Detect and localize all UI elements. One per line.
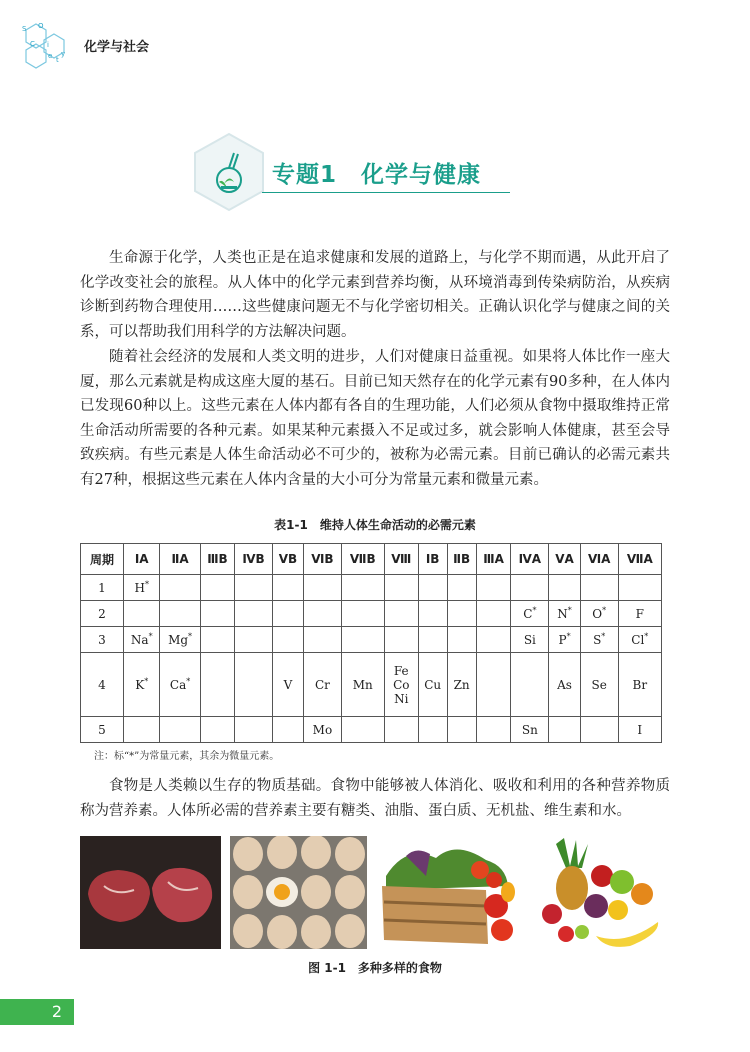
svg-text:S: S	[22, 25, 27, 33]
table-cell: Ca*	[160, 653, 200, 717]
table-cell: 4	[81, 653, 124, 717]
table-cell: 5	[81, 717, 124, 743]
table-cell	[200, 601, 235, 627]
table-cell	[618, 575, 661, 601]
table-cell	[476, 575, 511, 601]
table-cell: Mg*	[160, 627, 200, 653]
table-cell: Cu	[418, 653, 447, 717]
table-cell: K*	[124, 653, 160, 717]
table-header-cell: ⅥA	[580, 544, 618, 575]
table-cell	[511, 575, 549, 601]
table-cell	[476, 653, 511, 717]
table-row	[81, 575, 662, 601]
table-cell	[124, 717, 160, 743]
vegetables-photo	[376, 836, 517, 949]
table-cell: Cr	[304, 653, 342, 717]
table-cell	[476, 601, 511, 627]
table-cell	[200, 717, 235, 743]
table-cell: Zn	[447, 653, 476, 717]
table-cell: Cl*	[618, 627, 661, 653]
table-cell	[418, 717, 447, 743]
table-cell	[200, 653, 235, 717]
table-header-row	[81, 544, 662, 575]
table-cell	[160, 575, 200, 601]
svg-text:t: t	[56, 56, 59, 64]
table-header-cell: ⅣB	[235, 544, 273, 575]
svg-text:y: y	[61, 50, 66, 58]
table-cell	[200, 627, 235, 653]
table-note: 注：标“*”为常量元素，其余为微量元素。	[94, 751, 280, 762]
table-cell	[235, 575, 273, 601]
table-cell	[418, 627, 447, 653]
table-cell	[447, 627, 476, 653]
table-cell: F	[618, 601, 661, 627]
table-cell: Sn	[511, 717, 549, 743]
table-cell: P*	[549, 627, 581, 653]
table-row	[81, 601, 662, 627]
table-cell: Na*	[124, 627, 160, 653]
table-cell	[549, 575, 581, 601]
table-cell: Mn	[341, 653, 384, 717]
table-header-cell: 周期	[81, 544, 124, 575]
header-title: 化学与社会	[84, 40, 150, 55]
table-cell	[549, 717, 581, 743]
table-cell: 1	[81, 575, 124, 601]
table-header-cell: ⅠA	[124, 544, 160, 575]
table-cell	[235, 653, 273, 717]
table-cell	[341, 717, 384, 743]
table-cell	[124, 601, 160, 627]
table-cell	[304, 601, 342, 627]
table-header-cell: ⅤA	[549, 544, 581, 575]
table-header-cell: ⅡB	[447, 544, 476, 575]
figure-caption: 图 1-1 多种多样的食物	[308, 961, 442, 975]
table-cell	[304, 627, 342, 653]
table-cell	[200, 575, 235, 601]
table-cell	[235, 717, 273, 743]
table-cell	[160, 601, 200, 627]
table-cell: 2	[81, 601, 124, 627]
table-cell: 3	[81, 627, 124, 653]
table-header-cell: ⅦA	[618, 544, 661, 575]
table-cell: C*	[511, 601, 549, 627]
svg-text:i: i	[47, 41, 49, 49]
table-cell: Si	[511, 627, 549, 653]
table-cell	[447, 575, 476, 601]
paragraph-nutrients: 食物是人类赖以生存的物质基础。食物中能够被人体消化、吸收和利用的各种营养物质称为营养素。人体所必需的营养素主要有糖类、油脂、蛋白质、无机盐、维生素和水。	[80, 778, 670, 819]
table-cell	[511, 653, 549, 717]
table-cell	[341, 627, 384, 653]
svg-text:O: O	[38, 22, 44, 30]
paragraph-intro: 生命源于化学，人类也正是在追求健康和发展的道路上，与化学不期而遇，从此开启了化学改变社会的旅程。从人体中的化学元素到营养均衡，从环境消毒到传染病防治，从疾病诊断到药物合理使用……这些健康问题无不与化学密切相关。正确认识化学与健康之间的关系，可以帮助我们用科学的方法解决问题。	[80, 250, 670, 340]
table-cell	[272, 575, 303, 601]
table-cell: O*	[580, 601, 618, 627]
table-cell	[418, 575, 447, 601]
table-cell	[384, 627, 418, 653]
table-cell: V	[272, 653, 303, 717]
chapter-title: 专题1 化学与健康	[272, 162, 482, 188]
svg-text:C: C	[30, 40, 35, 48]
table-cell	[304, 575, 342, 601]
table-cell: Mo	[304, 717, 342, 743]
table-cell	[580, 575, 618, 601]
meat-photo	[80, 836, 221, 949]
table-cell	[235, 627, 273, 653]
table-caption: 表1-1 维持人体生命活动的必需元素	[274, 518, 476, 532]
table-header-cell: ⅥB	[304, 544, 342, 575]
table-row	[81, 627, 662, 653]
table-header-cell: ⅤB	[272, 544, 303, 575]
table-cell	[580, 717, 618, 743]
table-cell: Fe Co Ni	[384, 653, 418, 717]
table-cell: As	[549, 653, 581, 717]
table-cell	[384, 575, 418, 601]
table-cell	[272, 717, 303, 743]
table-cell	[341, 575, 384, 601]
table-cell	[160, 717, 200, 743]
table-cell: Br	[618, 653, 661, 717]
table-header-cell: ⅢA	[476, 544, 511, 575]
table-header-cell: ⅠB	[418, 544, 447, 575]
page-number: 2	[51, 1002, 62, 1021]
table-header-cell: ⅢB	[200, 544, 235, 575]
table-cell: Se	[580, 653, 618, 717]
table-header-cell: Ⅷ	[384, 544, 418, 575]
table-cell	[235, 601, 273, 627]
table-cell	[341, 601, 384, 627]
society-logo-icon	[14, 18, 76, 70]
table-row	[81, 717, 662, 743]
table-row	[81, 653, 662, 717]
table-cell	[272, 627, 303, 653]
table-cell: N*	[549, 601, 581, 627]
table-cell	[447, 601, 476, 627]
table-header-cell: ⅡA	[160, 544, 200, 575]
table-cell	[384, 601, 418, 627]
table-header-cell: ⅣA	[511, 544, 549, 575]
table-cell: H*	[124, 575, 160, 601]
table-header-cell: ⅦB	[341, 544, 384, 575]
svg-text:e: e	[48, 52, 53, 60]
table-cell: S*	[580, 627, 618, 653]
table-cell	[447, 717, 476, 743]
chapter-title-rule	[262, 192, 510, 193]
table-cell	[476, 627, 511, 653]
table-cell	[476, 717, 511, 743]
essential-elements-table	[80, 543, 662, 743]
table-cell	[384, 717, 418, 743]
flask-plant-icon	[189, 132, 269, 212]
fruits-photo	[526, 836, 666, 949]
eggs-photo	[230, 836, 367, 949]
table-cell: I	[618, 717, 661, 743]
table-cell	[418, 601, 447, 627]
table-cell	[272, 601, 303, 627]
paragraph-elements: 随着社会经济的发展和人类文明的进步，人们对健康日益重视。如果将人体比作一座大厦，那么元素就是构成这座大厦的基石。目前已知天然存在的化学元素有90多种，在人体内已发现60种以上。这些元素在人体内都有各自的生理功能，人们必须从食物中摄取维持正常生命活动所需要的各种元素。如果某种元素摄入不足或过多，就会影响人体健康，甚至会导致疾病。有些元素是人体生命活动必不可少的，被称为必需元素。目前已确认的必需元素共有27种，根据这些元素在人体内含量的大小可分为常量元素和微量元素。	[80, 349, 670, 488]
